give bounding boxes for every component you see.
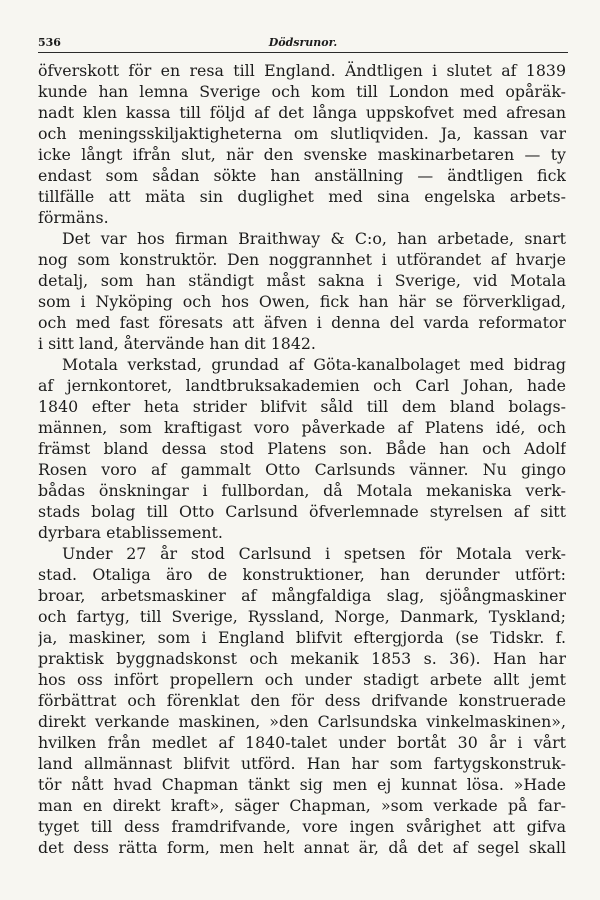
text-line: endast som sådan sökte han anställning — ändtligen fick	[38, 166, 566, 185]
body-text	[38, 60, 566, 858]
text-line: främst bland dessa stod Platens son. Både han och Adolf	[38, 439, 566, 458]
text-line: nadt klen kassa till följd af det långa uppskofvet med afresan	[38, 103, 566, 122]
text-line: som i Nyköping och hos Owen, fick han här se förverkligad,	[38, 292, 566, 311]
text-line: hos oss infört propellern och under stadigt arbete allt jemt	[38, 670, 566, 689]
text-line: hvilken från medlet af 1840-talet under bortåt 30 år i vårt	[38, 733, 566, 752]
text-line: förmäns.	[38, 208, 109, 227]
running-title: Dödsrunor.	[268, 36, 338, 49]
text-line: nog som konstruktör. Den noggrannhet i utförandet af hvarje	[38, 250, 566, 269]
text-line: Under 27 år stod Carlsund i spetsen för Motala verk-	[62, 544, 566, 563]
page-header	[38, 34, 568, 53]
text-line: 1840 efter heta strider blifvit såld till dem bland bolags-	[38, 397, 566, 416]
text-line: bådas önskningar i fullbordan, då Motala mekaniska verk-	[38, 481, 566, 500]
text-line: förbättrat och förenklat den för dess drifvande konstruerade	[38, 691, 566, 710]
text-line: af jernkontoret, landtbruksakademien och Carl Johan, hade	[38, 376, 566, 395]
text-line: det dess rätta form, men helt annat är, då det af segel skall	[38, 838, 566, 857]
text-line: och meningsskiljaktigheterna om slutliqviden. Ja, kassan var	[38, 124, 566, 143]
text-line: praktisk byggnadskonst och mekanik 1853 s. 36). Han har	[38, 649, 566, 668]
text-line: stads bolag till Otto Carlsund öfverlemnade styrelsen af sitt	[38, 502, 566, 521]
text-line: Det var hos firman Braithway & C:o, han arbetade, snart	[62, 229, 566, 248]
page-number: 536	[38, 36, 61, 49]
text-line: tyget till dess framdrifvande, vore ingen svårighet att gifva	[38, 817, 566, 836]
text-line: öfverskott för en resa till England. Ändtligen i slutet af 1839	[38, 61, 566, 80]
text-line: i sitt land, återvände han dit 1842.	[38, 334, 316, 353]
text-line: Motala verkstad, grundad af Göta-kanalbolaget med bidrag	[62, 355, 566, 374]
text-line: man en direkt kraft», säger Chapman, »som verkade på far-	[38, 796, 566, 815]
text-line: och med fast föresats att äfven i denna del varda reformator	[38, 313, 566, 332]
text-line: männen, som kraftigast voro påverkade af Platens idé, och	[38, 418, 566, 437]
text-line: land allmännast blifvit utförd. Han har som fartygskonstruk-	[38, 754, 566, 773]
text-line: dyrbara etablissement.	[38, 523, 223, 542]
text-line: direkt verkande maskinen, »den Carlsundska vinkelmaskinen»,	[38, 712, 566, 731]
text-line: tör nått hvad Chapman tänkt sig men ej kunnat lösa. »Hade	[38, 775, 566, 794]
text-line: ja, maskiner, som i England blifvit eftergjorda (se Tidskr. f.	[38, 628, 566, 647]
text-line: och fartyg, till Sverige, Ryssland, Norge, Danmark, Tyskland;	[38, 607, 566, 626]
text-line: kunde han lemna Sverige och kom till London med opåräk-	[38, 82, 566, 101]
text-line: icke långt ifrån slut, när den svenske maskinarbetaren — ty	[38, 145, 566, 164]
text-line: detalj, som han ständigt måst sakna i Sverige, vid Motala	[38, 271, 566, 290]
text-line: stad. Otaliga äro de konstruktioner, han derunder utfört:	[38, 565, 566, 584]
text-line: broar, arbetsmaskiner af mångfaldiga slag, sjöångmaskiner	[38, 586, 566, 605]
text-line: Rosen voro af gammalt Otto Carlsunds vänner. Nu gingo	[38, 460, 566, 479]
text-line: tillfälle att mäta sin duglighet med sina engelska arbets-	[38, 187, 566, 206]
